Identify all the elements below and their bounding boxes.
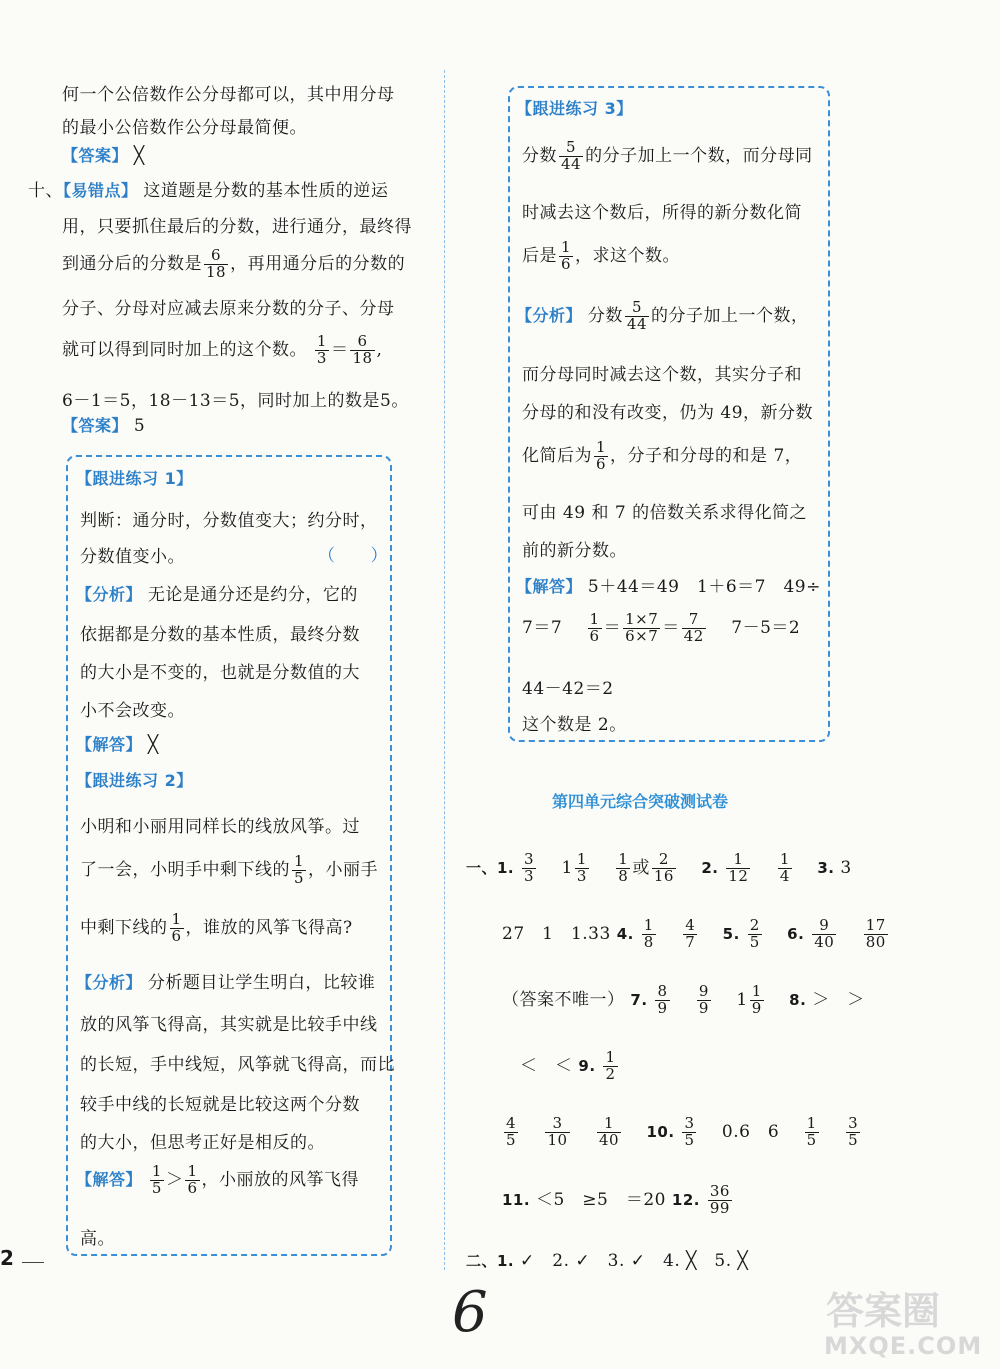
text-line: 这个数是 2。 [522,715,627,735]
test-title: 第四单元综合突破测试卷 [552,792,729,811]
fraction: $\frac{2}{16}$ [653,850,674,885]
text: 分数 [522,145,557,166]
solution-row [76,732,159,755]
text-line [522,612,800,645]
fraction: $\frac{4}{5}$ [506,1114,517,1149]
text: 3 [840,857,852,878]
item-number: 5. [722,924,740,943]
item-number: 3. [817,858,835,877]
answer-line-2 [502,918,890,951]
answer-line-3 [502,984,865,1017]
answer-value: ╳ [133,146,145,166]
watermark-logo: 答案圈 [826,1289,941,1333]
text-line: 小不会改变。 [80,701,185,721]
fraction: $\frac{1}{5}$ [151,1162,162,1197]
analysis-row [76,580,358,605]
fraction: $\frac{3}{5}$ [684,1114,695,1149]
answer-line-6 [502,1184,734,1217]
item-number: 8. [789,990,807,1009]
text-line: 依据都是分数的基本性质，最终分数 [80,625,360,645]
fraction: $\frac{3}{5}$ [848,1114,859,1149]
item-number: 2. [701,858,719,877]
item-number: 4. [616,924,634,943]
solution-row [516,572,821,597]
fraction: $\frac{5}{44}$ [626,298,648,333]
greater-sign: ＞ [165,1169,184,1190]
text: 分数 [587,305,623,326]
text-line: 何一个公倍数作公分母都可以，其中用分母 [62,85,395,105]
text-line: 分子、分母对应减去原来分数的分子、分母 [62,299,395,319]
text-line [522,240,680,273]
solution-row [76,1164,359,1197]
text: ，小丽放的风筝飞得 [201,1169,360,1190]
text-line [522,440,802,473]
fraction: $\frac{8}{9}$ [657,982,668,1017]
fraction: $\frac{3}{10}$ [547,1114,568,1149]
text-line: 的大小，但思考正好是相反的。 [80,1133,325,1153]
fraction: $\frac{1}{12}$ [728,850,749,885]
text: ，谁放的风筝飞得高? [185,917,353,938]
analysis-tag: 【分析】 [76,585,143,604]
text: ✓ 4. [630,1251,681,1271]
text-line [62,248,405,281]
text: 无论是通分还是约分，它的 [147,585,358,605]
practice-2-tag: 【跟进练习 2】 [76,771,193,790]
text-line: 放的风筝飞得高，其实就是比较手中线 [80,1015,378,1035]
fraction: $\frac{17}{80}$ [865,916,886,951]
text: ＜5 ≥5 ＝20 [535,1189,666,1210]
fraction: $\frac{1}{2}$ [605,1048,616,1083]
error-point-tag: 【易错点】 [63,181,138,200]
fraction: $\frac{1}{40}$ [598,1114,620,1149]
text: ，求这个数。 [575,245,681,266]
text-line: 高。 [80,1229,115,1249]
text: ＞ ＞ [812,989,865,1010]
text-line: 44－42＝2 [522,679,614,699]
text: ✓ 3. [575,1251,625,1271]
fraction: $\frac{1}{6}$ [589,610,600,645]
page-number: 2 [0,1246,15,1270]
text-line [522,140,813,173]
item-number: 7. [630,990,648,1009]
item-number: 9. [578,1056,596,1075]
item-number: 二、1. [466,1252,515,1270]
text: ，再用通分后的分数的 [230,253,406,274]
text-line [80,854,378,887]
fraction: $\frac{1}{6}$ [596,438,607,473]
text: 就可以得到同时加上的这个数。 [62,339,307,360]
fraction: $\frac{5}{44}$ [561,138,582,173]
fraction: $\frac{1\times 7}{6\times 7}$ [625,610,659,645]
text-line: 而分母同时减去这个数，其实分子和 [522,365,802,385]
item-number: 12. [671,1190,700,1209]
fraction: $\frac{9}{9}$ [698,982,709,1017]
text-line: 时减去这个数后，所得的新分数化简 [522,203,802,223]
fraction: $\frac{9}{40}$ [814,916,835,951]
text-line: 用，只要抓住最后的分数，进行通分，最终得 [62,217,412,237]
text-line: 6－1＝5，18－13＝5，同时加上的数是5。 [62,391,409,411]
solution-tag: 【解答】 [516,577,583,596]
watermark-url: MXQE.COM [824,1332,983,1360]
text-line [80,912,353,945]
practice-3-tag: 【跟进练习 3】 [516,99,633,118]
text: 的分子加上一个数，而分母同 [585,145,813,166]
fraction: $\frac{6}{18}$ [206,246,227,281]
text: 到通分后的分数是 [62,253,202,274]
fraction: $\frac{6}{18}$ [352,332,373,367]
text: 7＝7 [522,617,563,638]
fraction: $\frac{1}{4}$ [779,850,790,885]
text: ╳ 5. [686,1251,732,1271]
text: 27 1 1.33 [502,923,611,944]
question-number: 十、 [28,181,63,201]
column-divider [444,70,445,1270]
equals-sign: ＝ [603,617,622,638]
item-number: 一、1. [466,858,515,877]
fraction: $\frac{1}{6}$ [171,910,182,945]
text: 或 [632,857,650,878]
text-line: 较手中线的长短就是比较这两个分数 [80,1095,360,1115]
solution-tag: 【解答】 [76,1169,143,1189]
answer-line-4 [520,1050,620,1083]
page-number-rule [22,1262,44,1263]
text: ，小丽手 [308,859,379,880]
fraction: $\frac{1}{5}$ [294,852,305,887]
fraction: $\frac{1}{5}$ [806,1114,817,1149]
analysis-tag: 【分析】 [516,305,583,325]
text: 7－5＝2 [731,617,801,638]
item-number: 11. [502,1190,531,1209]
answer-line-1 [466,852,852,885]
equals-sign: ＝ [662,617,680,638]
text-line: 的最小公倍数作公分母最简便。 [62,118,307,138]
answer-row [62,143,145,166]
item-number: 6. [787,924,805,943]
solution-tag: 【解答】 [76,735,143,754]
answer-value: 5 [133,416,146,436]
text-line: 分数值变小。 [80,547,185,567]
text: 了一会，小明手中剩下线的 [80,859,290,880]
answer-line-judge [466,1246,748,1271]
text-line: 可由 49 和 7 的倍数关系求得化简之 [522,503,808,523]
fraction: $\frac{7}{42}$ [683,610,704,645]
text: 中剩下线的 [80,917,168,938]
answer-value: ╳ [147,735,159,755]
answer-line-5 [502,1116,862,1149]
text-line: 的长短，手中线短，风筝就飞得高，而比 [80,1055,395,1075]
answer-tag: 【答案】 [62,146,129,165]
fraction: $\frac{1}{3}$ [576,850,587,885]
text: ＜ ＜ [520,1055,573,1076]
analysis-row [76,968,375,993]
answer-row [62,413,145,436]
answer-blank: （ ） [318,546,388,566]
text-line: 小明和小丽用同样长的线放风筝。过 [80,817,360,837]
equals-sign: ＝ [330,339,349,360]
fraction: $\frac{1}{8}$ [643,916,654,951]
text: 后是 [522,245,557,266]
text-line: 分母的和没有改变，仍为 49，新分数 [522,403,814,423]
fraction: $\frac{2}{5}$ [749,916,760,951]
fraction: $\frac{1}{9}$ [751,982,762,1017]
text: （答案不唯一） [502,989,625,1010]
fraction: $\frac{1}{6}$ [561,238,572,273]
question-10-line [28,176,388,201]
text: 5＋44＝49 1＋6＝7 49÷ [587,577,821,597]
fraction: $\frac{3}{3}$ [524,850,535,885]
fraction: $\frac{1}{6}$ [187,1162,198,1197]
text: 这道题是分数的基本性质的逆运 [143,181,389,201]
text-line: 的大小是不变的，也就是分数值的大 [80,663,360,683]
text: ，分子和分母的和是 7， [610,445,803,466]
analysis-tag: 【分析】 [76,973,143,992]
text: ✓ 2. [520,1251,570,1271]
practice-1-tag: 【跟进练习 1】 [76,469,193,488]
answer-tag: 【答案】 [62,416,129,435]
text: 化简后为 [522,445,592,466]
fraction: $\frac{4}{7}$ [685,916,696,951]
text: 的分子加上一个数， [651,305,809,326]
handwritten-mark: 6 [452,1280,489,1345]
mixed-whole: 1 [561,857,573,878]
fraction: $\frac{36}{99}$ [709,1182,730,1217]
text: ╳ [737,1251,749,1271]
text-line: 判断：通分时，分数值变大；约分时， [80,511,378,531]
analysis-row [516,300,809,333]
text: 0.6 6 [721,1121,780,1142]
text: 分析题目让学生明白，比较谁 [147,973,376,993]
text-line: 就可以得到同时加上的这个数。 $\frac{1}{3}$ ＝ $\frac{6}{18}$ , [62,332,383,367]
text-line: 前的新分数。 [522,541,627,561]
fraction: $\frac{1}{8}$ [618,850,629,885]
fraction: $\frac{1}{3}$ [316,332,327,367]
mixed-whole: 1 [736,989,748,1010]
item-number: 10. [646,1122,675,1141]
